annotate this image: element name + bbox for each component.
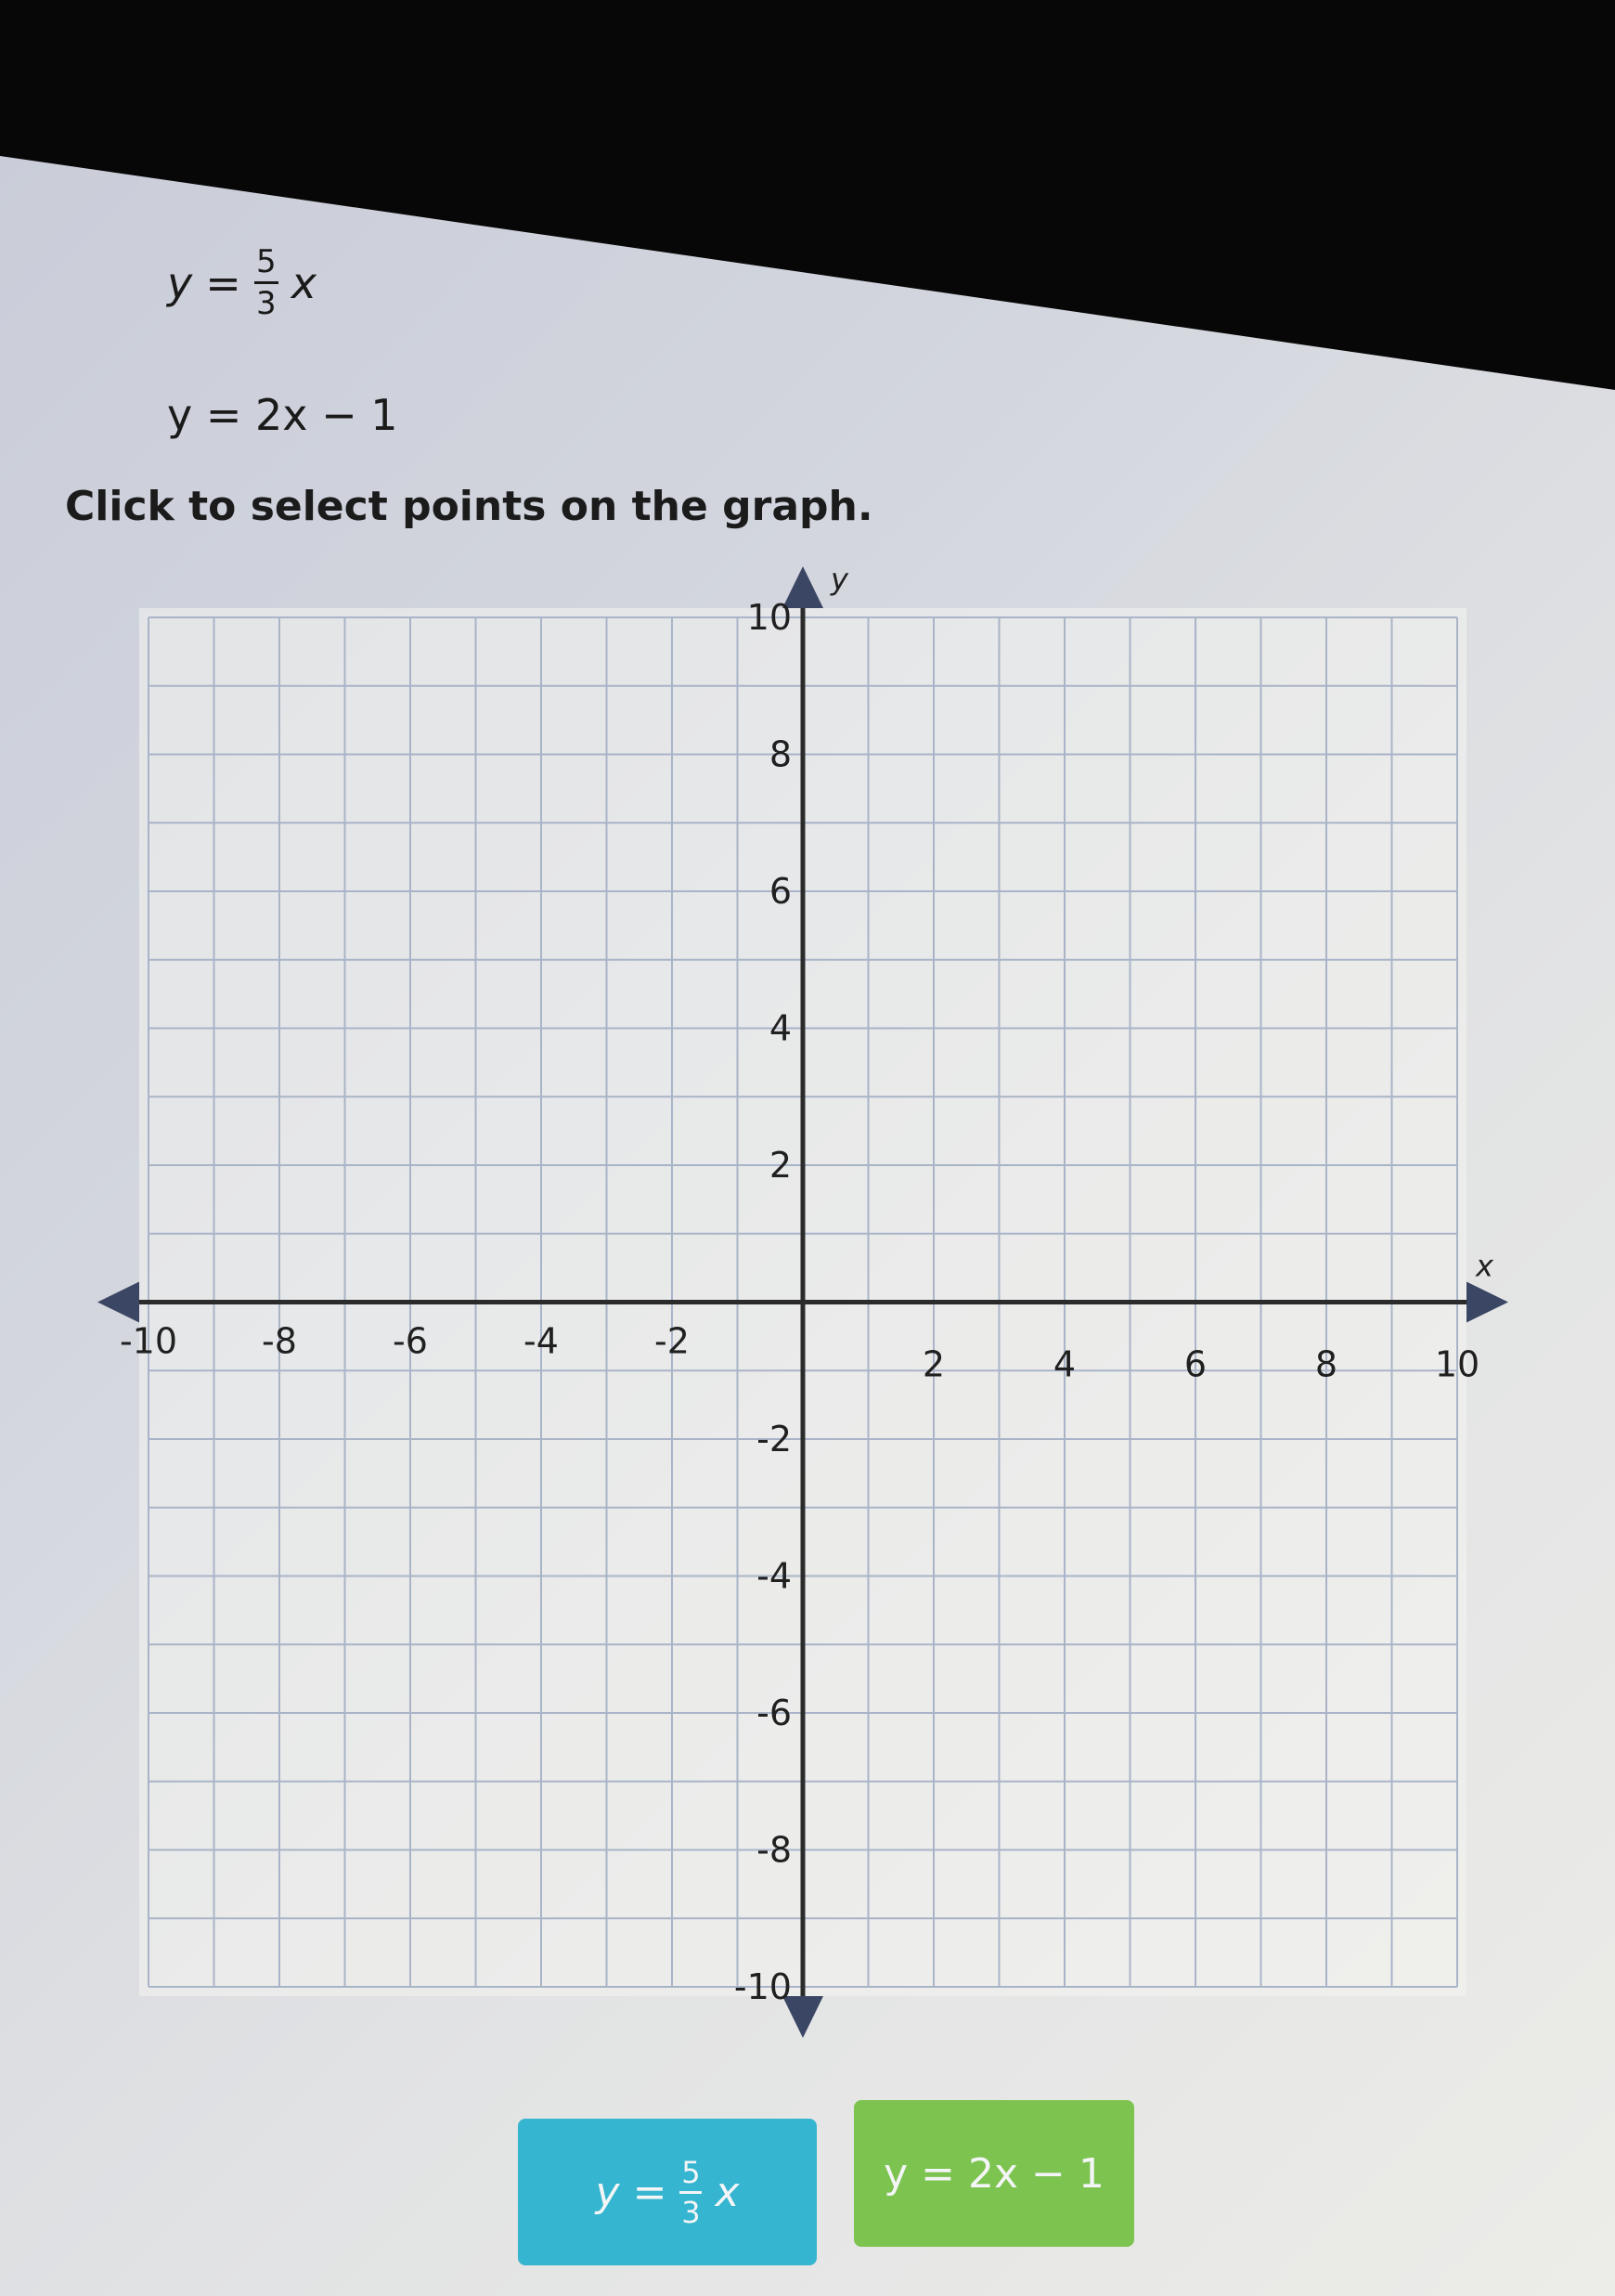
equation-2-button[interactable] xyxy=(854,2100,1134,2247)
instruction-text: Click to select points on the graph. xyxy=(65,483,873,530)
y-tick-label: 2 xyxy=(769,1145,792,1186)
eq1-numerator: 5 xyxy=(255,243,277,280)
x-tick-label: -2 xyxy=(654,1320,690,1362)
x-axis-label: x xyxy=(1476,1248,1493,1284)
y-tick-label: -2 xyxy=(756,1419,792,1459)
x-tick-label: 10 xyxy=(1434,1343,1480,1385)
btn1-numerator: 5 xyxy=(681,2154,701,2190)
x-tick-label: -8 xyxy=(262,1320,297,1362)
x-tick-label: -4 xyxy=(523,1320,559,1362)
y-tick-label: 4 xyxy=(769,1007,792,1049)
eq1-denominator: 3 xyxy=(255,285,277,322)
btn1-fraction xyxy=(679,2154,702,2230)
eq1-var: x xyxy=(291,257,317,308)
btn1-lhs: y xyxy=(595,2168,620,2216)
eq1-equals: = xyxy=(205,257,241,308)
y-tick-label: -10 xyxy=(733,1966,792,2007)
x-tick-label: -10 xyxy=(119,1320,178,1362)
btn1-equals: = xyxy=(632,2168,667,2216)
x-tick-label: 2 xyxy=(922,1343,946,1385)
x-axis-left-arrow xyxy=(97,1282,139,1323)
x-tick-label: 6 xyxy=(1183,1343,1208,1385)
btn1-denominator: 3 xyxy=(681,2194,701,2230)
btn2-text: y = 2x − 1 xyxy=(884,2149,1105,2198)
y-tick-label: -4 xyxy=(756,1555,792,1597)
y-tick-label: -8 xyxy=(756,1829,792,1871)
x-tick-label: -6 xyxy=(393,1320,428,1362)
x-axis-right-arrow xyxy=(1466,1282,1508,1323)
y-tick-label: 10 xyxy=(746,597,792,638)
btn1-var: x xyxy=(715,2168,740,2216)
x-tick-label: 8 xyxy=(1314,1343,1338,1385)
equation-1-button[interactable] xyxy=(518,2119,817,2265)
fraction-bar xyxy=(679,2191,702,2194)
y-tick-label: 8 xyxy=(769,733,792,775)
y-axis-label: y xyxy=(831,562,848,597)
eq1-lhs: y xyxy=(167,257,193,308)
eq2-text: y = 2x − 1 xyxy=(167,390,398,440)
y-tick-label: 6 xyxy=(769,871,792,912)
x-tick-label: 4 xyxy=(1053,1343,1077,1385)
y-tick-label: -6 xyxy=(756,1693,792,1733)
